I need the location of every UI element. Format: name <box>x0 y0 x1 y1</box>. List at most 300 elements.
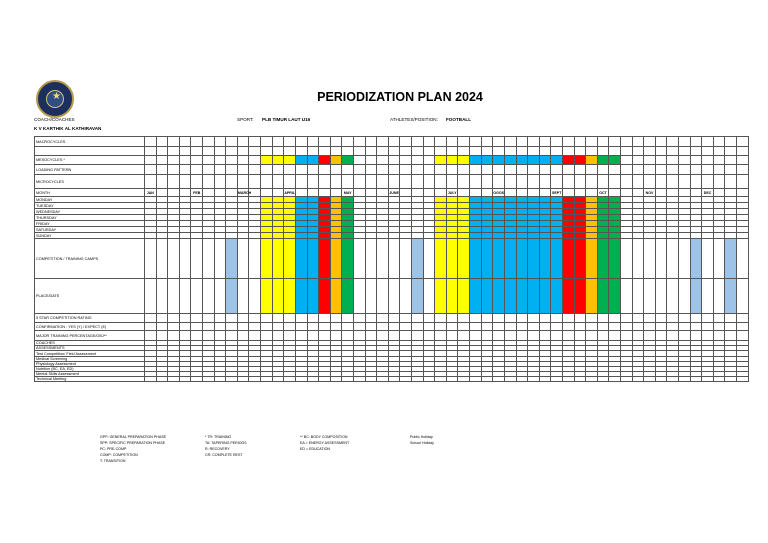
rating-row-cell <box>191 314 203 323</box>
mesocycles-row-cell <box>203 156 215 165</box>
microcycles-row-cell <box>272 175 284 189</box>
major-row-cell <box>261 331 273 341</box>
major-row-cell <box>377 331 389 341</box>
rating-row-cell <box>528 314 540 323</box>
technical-row-cell <box>377 377 389 382</box>
microcycles-row-cell <box>725 175 737 189</box>
phase-label-row-cell <box>388 147 400 156</box>
competition-row-cell <box>458 239 470 279</box>
loading-row-cell <box>667 165 679 175</box>
rating-row-cell <box>597 314 609 323</box>
place-row-cell <box>330 279 342 314</box>
loading-row-cell <box>609 165 621 175</box>
mesocycles-row-cell <box>667 156 679 165</box>
mesocycles-row-cell <box>481 156 493 165</box>
phase-label-row-cell <box>261 147 273 156</box>
technical-row-cell <box>261 377 273 382</box>
confirmation-row-cell <box>284 323 296 331</box>
rating-row-cell <box>400 314 412 323</box>
microcycles-row-cell <box>655 175 667 189</box>
mesocycles-row-cell <box>400 156 412 165</box>
macrocycles-row-cell <box>574 137 586 147</box>
major-row-cell <box>702 331 714 341</box>
place-row-cell <box>597 279 609 314</box>
major-row-cell <box>632 331 644 341</box>
rating-row-cell <box>725 314 737 323</box>
technical-row-cell <box>597 377 609 382</box>
rating-row-cell <box>574 314 586 323</box>
technical-row-cell <box>330 377 342 382</box>
place-row-cell <box>365 279 377 314</box>
confirmation-row-cell <box>330 323 342 331</box>
month-row-cell <box>667 189 679 197</box>
rating-row-cell <box>284 314 296 323</box>
microcycles-row-cell <box>644 175 656 189</box>
microcycles-row-cell <box>249 175 261 189</box>
place-row-cell <box>504 279 516 314</box>
coach-name: K V KARTHIK AL KATHIRAVAN <box>34 126 102 131</box>
technical-row-cell <box>458 377 470 382</box>
major-row-cell <box>295 331 307 341</box>
rating-row-cell <box>644 314 656 323</box>
technical-row-cell <box>388 377 400 382</box>
phase-label-row-cell <box>168 147 180 156</box>
phase-label-row <box>35 147 749 156</box>
microcycles-row-cell <box>191 175 203 189</box>
phase-label-row-cell <box>226 147 238 156</box>
place-row-cell <box>667 279 679 314</box>
confirmation-row <box>35 323 749 331</box>
month-row-cell <box>470 189 482 197</box>
confirmation-row-cell <box>551 323 563 331</box>
loading-row-cell <box>353 165 365 175</box>
competition-row-cell <box>156 239 168 279</box>
competition-row-cell <box>423 239 435 279</box>
place-row-cell <box>493 279 505 314</box>
place-row-cell <box>528 279 540 314</box>
confirmation-row-cell <box>702 323 714 331</box>
phase-label-row-cell <box>330 147 342 156</box>
technical-row-cell <box>539 377 551 382</box>
month-row-cell <box>377 189 389 197</box>
competition-row-cell <box>574 239 586 279</box>
month-row-cell <box>400 189 412 197</box>
place-row <box>35 279 749 314</box>
confirmation-row-cell <box>504 323 516 331</box>
mesocycles-row-cell <box>493 156 505 165</box>
legend-training <box>205 434 305 458</box>
technical-row-cell <box>307 377 319 382</box>
macrocycles-row-cell <box>168 137 180 147</box>
confirmation-row-cell <box>226 323 238 331</box>
macrocycles-row-cell <box>481 137 493 147</box>
phase-label-row-cell <box>644 147 656 156</box>
place-row-cell <box>203 279 215 314</box>
phase-label-row-cell <box>377 147 389 156</box>
macrocycles-row-cell <box>388 137 400 147</box>
macrocycles-row-cell <box>667 137 679 147</box>
major-row-cell <box>435 331 447 341</box>
macrocycles-row-cell <box>307 137 319 147</box>
major-row-cell <box>342 331 354 341</box>
confirmation-row-cell <box>307 323 319 331</box>
confirmation-row-cell <box>295 323 307 331</box>
mesocycles-row-cell <box>609 156 621 165</box>
confirmation-row-cell <box>319 323 331 331</box>
macrocycles-row-cell <box>679 137 691 147</box>
macrocycles-row-cell <box>435 137 447 147</box>
coach-label: COACH/COACHES <box>34 117 75 122</box>
rating-row-cell <box>458 314 470 323</box>
mesocycles-row-cell <box>655 156 667 165</box>
test-row-label: Test Competition/ Field Assessment <box>35 351 145 357</box>
mesocycles-row-cell <box>504 156 516 165</box>
microcycles-row-cell <box>423 175 435 189</box>
confirmation-row-cell <box>388 323 400 331</box>
major-row-cell <box>214 331 226 341</box>
month-row-cell <box>412 189 424 197</box>
technical-row-cell <box>574 377 586 382</box>
rating-row-cell <box>737 314 749 323</box>
macrocycles-row-cell <box>539 137 551 147</box>
rating-row-cell <box>353 314 365 323</box>
confirmation-row-cell <box>249 323 261 331</box>
place-row-cell <box>214 279 226 314</box>
microcycles-row-cell <box>620 175 632 189</box>
macrocycles-row-cell <box>655 137 667 147</box>
technical-row-cell <box>353 377 365 382</box>
major-row-cell <box>493 331 505 341</box>
mesocycles-row-cell <box>574 156 586 165</box>
place-row-cell <box>690 279 702 314</box>
place-row-cell <box>574 279 586 314</box>
month-row-cell: MAY <box>343 190 352 195</box>
rating-row-cell <box>203 314 215 323</box>
competition-row-cell <box>632 239 644 279</box>
microcycles-row-cell <box>586 175 598 189</box>
mesocycles-row-cell <box>307 156 319 165</box>
rating-row <box>35 314 749 323</box>
loading-row-cell <box>574 165 586 175</box>
technical-row-cell <box>412 377 424 382</box>
place-row-cell <box>156 279 168 314</box>
major-row-cell <box>528 331 540 341</box>
microcycles-row-cell <box>737 175 749 189</box>
loading-row-cell <box>307 165 319 175</box>
rating-row-cell <box>504 314 516 323</box>
mesocycles-row-cell <box>179 156 191 165</box>
place-row-cell <box>237 279 249 314</box>
legend-holidays <box>410 434 490 446</box>
major-row-cell <box>307 331 319 341</box>
major-row-cell <box>203 331 215 341</box>
rating-row-cell <box>377 314 389 323</box>
rating-row-cell <box>214 314 226 323</box>
place-row-cell <box>168 279 180 314</box>
technical-row-cell <box>620 377 632 382</box>
confirmation-row-cell <box>400 323 412 331</box>
confirmation-row-cell <box>725 323 737 331</box>
technical-row <box>35 377 749 382</box>
rating-row-cell <box>365 314 377 323</box>
competition-row-cell <box>667 239 679 279</box>
major-row-cell <box>481 331 493 341</box>
macrocycles-row-cell <box>562 137 574 147</box>
technical-row-cell <box>562 377 574 382</box>
technical-row-cell <box>214 377 226 382</box>
technical-row-cell <box>528 377 540 382</box>
month-row-cell <box>365 189 377 197</box>
rating-row-cell <box>713 314 725 323</box>
macrocycles-row-cell <box>690 137 702 147</box>
loading-row-cell <box>702 165 714 175</box>
loading-row-cell <box>655 165 667 175</box>
phase-label-row-cell <box>586 147 598 156</box>
rating-row-cell <box>295 314 307 323</box>
mesocycles-row-cell <box>470 156 482 165</box>
microcycles-row-cell <box>412 175 424 189</box>
macrocycles-row-cell <box>597 137 609 147</box>
macrocycles-row-cell <box>620 137 632 147</box>
phase-label-row-cell <box>145 147 157 156</box>
competition-row-cell <box>504 239 516 279</box>
confirmation-row-cell <box>667 323 679 331</box>
microcycles-row-cell <box>342 175 354 189</box>
mesocycles-row-cell <box>597 156 609 165</box>
mesocycles-row-cell <box>388 156 400 165</box>
rating-row-cell <box>446 314 458 323</box>
microcycles-row-cell <box>295 175 307 189</box>
mesocycles-row-cell <box>237 156 249 165</box>
phase-label-row-cell <box>725 147 737 156</box>
microcycles-row-cell <box>609 175 621 189</box>
microcycles-row-cell <box>504 175 516 189</box>
technical-row-cell <box>470 377 482 382</box>
mesocycles-row-cell <box>562 156 574 165</box>
month-row-cell <box>203 189 215 197</box>
phase-label-row-cell <box>562 147 574 156</box>
mesocycles-row-cell <box>423 156 435 165</box>
loading-row-cell <box>528 165 540 175</box>
month-row-cell: MARCH <box>237 190 252 195</box>
mesocycles-row-cell <box>295 156 307 165</box>
month-row-cell <box>261 189 273 197</box>
technical-row-cell <box>168 377 180 382</box>
technical-row-cell <box>481 377 493 382</box>
technical-row-cell <box>319 377 331 382</box>
mesocycles-row-cell <box>737 156 749 165</box>
mesocycles-row-cell <box>284 156 296 165</box>
place-row-cell <box>481 279 493 314</box>
phase-label-row-cell <box>713 147 725 156</box>
major-row-cell <box>725 331 737 341</box>
mesocycles-row-cell <box>679 156 691 165</box>
confirmation-row-cell <box>528 323 540 331</box>
competition-row-cell <box>261 239 273 279</box>
place-row-cell <box>632 279 644 314</box>
phase-label-row-cell <box>400 147 412 156</box>
place-row-cell <box>388 279 400 314</box>
loading-row-cell <box>261 165 273 175</box>
month-row-cell <box>655 189 667 197</box>
macrocycles-row-cell <box>632 137 644 147</box>
place-row-cell <box>644 279 656 314</box>
rating-row-cell <box>342 314 354 323</box>
microcycles-row-cell <box>156 175 168 189</box>
major-row-cell <box>145 331 157 341</box>
legend-assessment <box>300 434 400 452</box>
macrocycles-row-cell <box>261 137 273 147</box>
phase-label-row-cell <box>679 147 691 156</box>
microcycles-row <box>35 175 749 189</box>
confirmation-row-cell <box>353 323 365 331</box>
month-row-cell: JAN <box>145 189 157 197</box>
loading-row-cell <box>168 165 180 175</box>
loading-row-cell <box>620 165 632 175</box>
macrocycles-row-label: MACROCYCLES <box>35 137 145 147</box>
phase-label-row-cell <box>632 147 644 156</box>
microcycles-row-cell <box>237 175 249 189</box>
macrocycles-row-cell <box>551 137 563 147</box>
technical-row-cell <box>586 377 598 382</box>
month-row-cell: OGOS <box>493 190 505 195</box>
technical-row-cell <box>516 377 528 382</box>
periodization-grid <box>34 136 749 436</box>
place-row-cell <box>620 279 632 314</box>
loading-row-cell <box>214 165 226 175</box>
rating-row-cell <box>307 314 319 323</box>
phase-label-row-cell <box>435 147 447 156</box>
day-row-label: THURSDAY <box>35 215 145 221</box>
rating-row-cell <box>261 314 273 323</box>
major-row-cell <box>516 331 528 341</box>
mesocycles-row-cell <box>249 156 261 165</box>
macrocycles-row-cell <box>203 137 215 147</box>
place-row-cell <box>191 279 203 314</box>
month-row-cell <box>586 189 598 197</box>
technical-row-label: Technical Meeting <box>35 377 145 382</box>
mesocycles-row-cell <box>725 156 737 165</box>
microcycles-row-cell <box>667 175 679 189</box>
mesocycles-row-cell <box>516 156 528 165</box>
mesocycles-row-cell <box>713 156 725 165</box>
loading-row-cell <box>191 165 203 175</box>
technical-row-cell <box>400 377 412 382</box>
major-row-cell <box>388 331 400 341</box>
loading-row-cell <box>481 165 493 175</box>
major-row-cell <box>400 331 412 341</box>
competition-row-cell <box>412 239 424 279</box>
competition-row-cell <box>644 239 656 279</box>
legend-item: School Holiday <box>410 441 434 445</box>
competition-row-label: COMPETITION / TRAINING CAMPS <box>35 239 145 279</box>
month-row-cell <box>481 189 493 197</box>
confirmation-row-cell <box>377 323 389 331</box>
loading-row-label: LOADING PATTERN <box>35 165 145 175</box>
technical-row-cell <box>435 377 447 382</box>
confirmation-row-cell <box>620 323 632 331</box>
month-row-cell <box>319 189 331 197</box>
place-row-cell <box>261 279 273 314</box>
phase-label-row-cell <box>156 147 168 156</box>
legend-item: ** BC: BODY COMPOSITION <box>300 435 348 439</box>
microcycles-row-cell <box>307 175 319 189</box>
technical-row-cell <box>423 377 435 382</box>
place-row-cell <box>400 279 412 314</box>
month-row-cell <box>504 189 516 197</box>
technical-row-cell <box>191 377 203 382</box>
confirmation-row-cell <box>191 323 203 331</box>
mesocycles-row-cell <box>412 156 424 165</box>
loading-row-cell <box>423 165 435 175</box>
macrocycles-row-cell <box>702 137 714 147</box>
loading-row-cell <box>586 165 598 175</box>
month-row-cell <box>353 189 365 197</box>
mesocycles-row-cell <box>191 156 203 165</box>
microcycles-row-cell <box>284 175 296 189</box>
loading-row-cell <box>284 165 296 175</box>
place-row-cell <box>679 279 691 314</box>
confirmation-row-cell <box>179 323 191 331</box>
microcycles-row-cell <box>690 175 702 189</box>
place-row-cell <box>295 279 307 314</box>
confirmation-row-cell <box>609 323 621 331</box>
loading-row-cell <box>644 165 656 175</box>
macrocycles-row-cell <box>493 137 505 147</box>
competition-row-cell <box>609 239 621 279</box>
month-row-cell <box>632 189 644 197</box>
month-row-cell <box>620 189 632 197</box>
macrocycles-row-cell <box>191 137 203 147</box>
rating-row-cell <box>551 314 563 323</box>
competition-row-cell <box>725 239 737 279</box>
microcycles-row-cell <box>435 175 447 189</box>
competition-row-cell <box>620 239 632 279</box>
competition-row-cell <box>179 239 191 279</box>
mesocycles-row-cell <box>156 156 168 165</box>
microcycles-row-cell <box>388 175 400 189</box>
rating-row-cell <box>168 314 180 323</box>
legend-item: PC: PRE-COMP <box>100 447 127 451</box>
competition-row <box>35 239 749 279</box>
rating-row-cell <box>272 314 284 323</box>
loading-row-cell <box>713 165 725 175</box>
major-row-cell <box>470 331 482 341</box>
technical-row-cell <box>609 377 621 382</box>
phase-label-row-cell <box>295 147 307 156</box>
macrocycles-row-cell <box>644 137 656 147</box>
federation-logo <box>36 80 74 118</box>
loading-row-cell <box>516 165 528 175</box>
competition-row-cell <box>365 239 377 279</box>
place-row-cell <box>539 279 551 314</box>
confirmation-row-cell <box>423 323 435 331</box>
microcycles-row-cell <box>214 175 226 189</box>
technical-row-cell <box>342 377 354 382</box>
rating-row-cell <box>388 314 400 323</box>
technical-row-cell <box>446 377 458 382</box>
rating-row-cell <box>539 314 551 323</box>
microcycles-row-cell <box>377 175 389 189</box>
technical-row-cell <box>203 377 215 382</box>
phase-label-row-cell <box>655 147 667 156</box>
competition-row-cell <box>655 239 667 279</box>
major-row-cell <box>586 331 598 341</box>
competition-row-cell <box>353 239 365 279</box>
technical-row-cell <box>644 377 656 382</box>
major-row-cell <box>679 331 691 341</box>
month-row-cell <box>725 189 737 197</box>
